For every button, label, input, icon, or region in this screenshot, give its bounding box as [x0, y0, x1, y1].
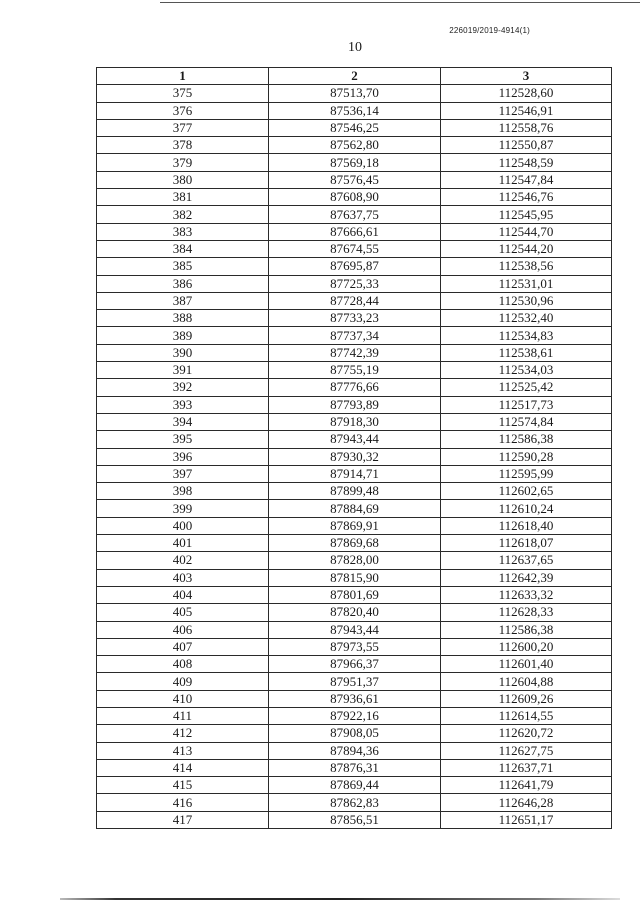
y-coordinate-cell: 112618,40 — [441, 517, 612, 534]
x-coordinate-cell: 87608,90 — [269, 189, 441, 206]
point-number-cell: 375 — [97, 85, 269, 102]
table-row — [97, 171, 612, 188]
y-coordinate-cell: 112574,84 — [441, 413, 612, 430]
x-coordinate-cell: 87943,44 — [269, 431, 441, 448]
x-coordinate-cell: 87728,44 — [269, 292, 441, 309]
point-number-cell: 413 — [97, 742, 269, 759]
y-coordinate-cell: 112646,28 — [441, 794, 612, 811]
point-number-cell: 394 — [97, 413, 269, 430]
y-coordinate-cell: 112550,87 — [441, 137, 612, 154]
table-row — [97, 586, 612, 603]
point-number-cell: 405 — [97, 604, 269, 621]
point-number-cell: 383 — [97, 223, 269, 240]
table-row — [97, 552, 612, 569]
y-coordinate-cell: 112627,75 — [441, 742, 612, 759]
x-coordinate-cell: 87725,33 — [269, 275, 441, 292]
x-coordinate-cell: 87869,91 — [269, 517, 441, 534]
table-row — [97, 673, 612, 690]
point-number-cell: 388 — [97, 310, 269, 327]
table-row — [97, 413, 612, 430]
point-number-cell: 397 — [97, 465, 269, 482]
point-number-cell: 395 — [97, 431, 269, 448]
point-number-cell: 392 — [97, 379, 269, 396]
x-coordinate-cell: 87755,19 — [269, 362, 441, 379]
x-coordinate-cell: 87637,75 — [269, 206, 441, 223]
coordinates-table — [96, 67, 612, 829]
point-number-cell: 404 — [97, 586, 269, 603]
y-coordinate-cell: 112628,33 — [441, 604, 612, 621]
y-coordinate-cell: 112546,91 — [441, 102, 612, 119]
column-header-2: 2 — [269, 68, 441, 85]
x-coordinate-cell: 87737,34 — [269, 327, 441, 344]
table-row — [97, 465, 612, 482]
y-coordinate-cell: 112641,79 — [441, 777, 612, 794]
table-row — [97, 794, 612, 811]
x-coordinate-cell: 87869,44 — [269, 777, 441, 794]
x-coordinate-cell: 87884,69 — [269, 500, 441, 517]
table-row — [97, 707, 612, 724]
x-coordinate-cell: 87569,18 — [269, 154, 441, 171]
table-row — [97, 535, 612, 552]
top-rule — [160, 2, 640, 3]
x-coordinate-cell: 87776,66 — [269, 379, 441, 396]
y-coordinate-cell: 112590,28 — [441, 448, 612, 465]
y-coordinate-cell: 112642,39 — [441, 569, 612, 586]
table-row — [97, 344, 612, 361]
point-number-cell: 377 — [97, 119, 269, 136]
table-row — [97, 448, 612, 465]
y-coordinate-cell: 112547,84 — [441, 171, 612, 188]
point-number-cell: 416 — [97, 794, 269, 811]
point-number-cell: 376 — [97, 102, 269, 119]
x-coordinate-cell: 87695,87 — [269, 258, 441, 275]
y-coordinate-cell: 112531,01 — [441, 275, 612, 292]
x-coordinate-cell: 87862,83 — [269, 794, 441, 811]
y-coordinate-cell: 112558,76 — [441, 119, 612, 136]
point-number-cell: 414 — [97, 759, 269, 776]
x-coordinate-cell: 87894,36 — [269, 742, 441, 759]
x-coordinate-cell: 87674,55 — [269, 240, 441, 257]
table-row — [97, 396, 612, 413]
table-row — [97, 638, 612, 655]
y-coordinate-cell: 112614,55 — [441, 707, 612, 724]
x-coordinate-cell: 87793,89 — [269, 396, 441, 413]
bottom-scan-edge — [60, 898, 620, 900]
point-number-cell: 403 — [97, 569, 269, 586]
point-number-cell: 389 — [97, 327, 269, 344]
point-number-cell: 417 — [97, 811, 269, 828]
document-number: 226019/2019-4914(1) — [449, 26, 530, 35]
table-body — [97, 85, 612, 829]
column-header-1: 1 — [97, 68, 269, 85]
table-row — [97, 777, 612, 794]
point-number-cell: 410 — [97, 690, 269, 707]
y-coordinate-cell: 112545,95 — [441, 206, 612, 223]
table-row — [97, 742, 612, 759]
y-coordinate-cell: 112538,61 — [441, 344, 612, 361]
y-coordinate-cell: 112532,40 — [441, 310, 612, 327]
y-coordinate-cell: 112620,72 — [441, 725, 612, 742]
x-coordinate-cell: 87899,48 — [269, 483, 441, 500]
y-coordinate-cell: 112586,38 — [441, 621, 612, 638]
table-row — [97, 362, 612, 379]
point-number-cell: 379 — [97, 154, 269, 171]
y-coordinate-cell: 112602,65 — [441, 483, 612, 500]
y-coordinate-cell: 112525,42 — [441, 379, 612, 396]
table-row — [97, 102, 612, 119]
y-coordinate-cell: 112586,38 — [441, 431, 612, 448]
point-number-cell: 398 — [97, 483, 269, 500]
y-coordinate-cell: 112530,96 — [441, 292, 612, 309]
point-number-cell: 400 — [97, 517, 269, 534]
y-coordinate-cell: 112618,07 — [441, 535, 612, 552]
table-row — [97, 137, 612, 154]
x-coordinate-cell: 87801,69 — [269, 586, 441, 603]
y-coordinate-cell: 112544,70 — [441, 223, 612, 240]
y-coordinate-cell: 112637,65 — [441, 552, 612, 569]
x-coordinate-cell: 87943,44 — [269, 621, 441, 638]
table-row — [97, 258, 612, 275]
y-coordinate-cell: 112595,99 — [441, 465, 612, 482]
y-coordinate-cell: 112610,24 — [441, 500, 612, 517]
point-number-cell: 415 — [97, 777, 269, 794]
y-coordinate-cell: 112609,26 — [441, 690, 612, 707]
x-coordinate-cell: 87876,31 — [269, 759, 441, 776]
point-number-cell: 381 — [97, 189, 269, 206]
y-coordinate-cell: 112546,76 — [441, 189, 612, 206]
x-coordinate-cell: 87922,16 — [269, 707, 441, 724]
y-coordinate-cell: 112534,03 — [441, 362, 612, 379]
point-number-cell: 386 — [97, 275, 269, 292]
y-coordinate-cell: 112534,83 — [441, 327, 612, 344]
y-coordinate-cell: 112633,32 — [441, 586, 612, 603]
table-row — [97, 725, 612, 742]
table-row — [97, 656, 612, 673]
table-row — [97, 690, 612, 707]
point-number-cell: 401 — [97, 535, 269, 552]
y-coordinate-cell: 112528,60 — [441, 85, 612, 102]
point-number-cell: 409 — [97, 673, 269, 690]
column-header-3: 3 — [441, 68, 612, 85]
point-number-cell: 390 — [97, 344, 269, 361]
x-coordinate-cell: 87966,37 — [269, 656, 441, 673]
table-row — [97, 223, 612, 240]
x-coordinate-cell: 87918,30 — [269, 413, 441, 430]
x-coordinate-cell: 87908,05 — [269, 725, 441, 742]
x-coordinate-cell: 87828,00 — [269, 552, 441, 569]
table-row — [97, 310, 612, 327]
table-row — [97, 292, 612, 309]
table-row — [97, 85, 612, 102]
point-number-cell: 380 — [97, 171, 269, 188]
x-coordinate-cell: 87951,37 — [269, 673, 441, 690]
y-coordinate-cell: 112601,40 — [441, 656, 612, 673]
table-row — [97, 275, 612, 292]
point-number-cell: 391 — [97, 362, 269, 379]
table-row — [97, 154, 612, 171]
y-coordinate-cell: 112538,56 — [441, 258, 612, 275]
table-row — [97, 431, 612, 448]
point-number-cell: 408 — [97, 656, 269, 673]
point-number-cell: 382 — [97, 206, 269, 223]
y-coordinate-cell: 112651,17 — [441, 811, 612, 828]
point-number-cell: 387 — [97, 292, 269, 309]
x-coordinate-cell: 87815,90 — [269, 569, 441, 586]
table-row — [97, 119, 612, 136]
table-row — [97, 569, 612, 586]
page-number: 10 — [348, 40, 362, 55]
table-row — [97, 327, 612, 344]
x-coordinate-cell: 87742,39 — [269, 344, 441, 361]
x-coordinate-cell: 87666,61 — [269, 223, 441, 240]
point-number-cell: 406 — [97, 621, 269, 638]
x-coordinate-cell: 87869,68 — [269, 535, 441, 552]
point-number-cell: 407 — [97, 638, 269, 655]
table-row — [97, 759, 612, 776]
y-coordinate-cell: 112600,20 — [441, 638, 612, 655]
point-number-cell: 399 — [97, 500, 269, 517]
table-row — [97, 811, 612, 828]
x-coordinate-cell: 87562,80 — [269, 137, 441, 154]
x-coordinate-cell: 87546,25 — [269, 119, 441, 136]
x-coordinate-cell: 87936,61 — [269, 690, 441, 707]
point-number-cell: 412 — [97, 725, 269, 742]
y-coordinate-cell: 112637,71 — [441, 759, 612, 776]
table-row — [97, 517, 612, 534]
table-row — [97, 206, 612, 223]
x-coordinate-cell: 87576,45 — [269, 171, 441, 188]
x-coordinate-cell: 87914,71 — [269, 465, 441, 482]
point-number-cell: 402 — [97, 552, 269, 569]
point-number-cell: 385 — [97, 258, 269, 275]
x-coordinate-cell: 87930,32 — [269, 448, 441, 465]
y-coordinate-cell: 112517,73 — [441, 396, 612, 413]
table-row — [97, 621, 612, 638]
point-number-cell: 393 — [97, 396, 269, 413]
table-row — [97, 604, 612, 621]
table-row — [97, 240, 612, 257]
y-coordinate-cell: 112604,88 — [441, 673, 612, 690]
table-row — [97, 483, 612, 500]
point-number-cell: 411 — [97, 707, 269, 724]
x-coordinate-cell: 87856,51 — [269, 811, 441, 828]
y-coordinate-cell: 112544,20 — [441, 240, 612, 257]
point-number-cell: 384 — [97, 240, 269, 257]
x-coordinate-cell: 87973,55 — [269, 638, 441, 655]
y-coordinate-cell: 112548,59 — [441, 154, 612, 171]
x-coordinate-cell: 87513,70 — [269, 85, 441, 102]
table-row — [97, 379, 612, 396]
table-row — [97, 500, 612, 517]
x-coordinate-cell: 87536,14 — [269, 102, 441, 119]
x-coordinate-cell: 87820,40 — [269, 604, 441, 621]
point-number-cell: 396 — [97, 448, 269, 465]
table-row — [97, 189, 612, 206]
table-header-row — [97, 68, 612, 85]
point-number-cell: 378 — [97, 137, 269, 154]
x-coordinate-cell: 87733,23 — [269, 310, 441, 327]
